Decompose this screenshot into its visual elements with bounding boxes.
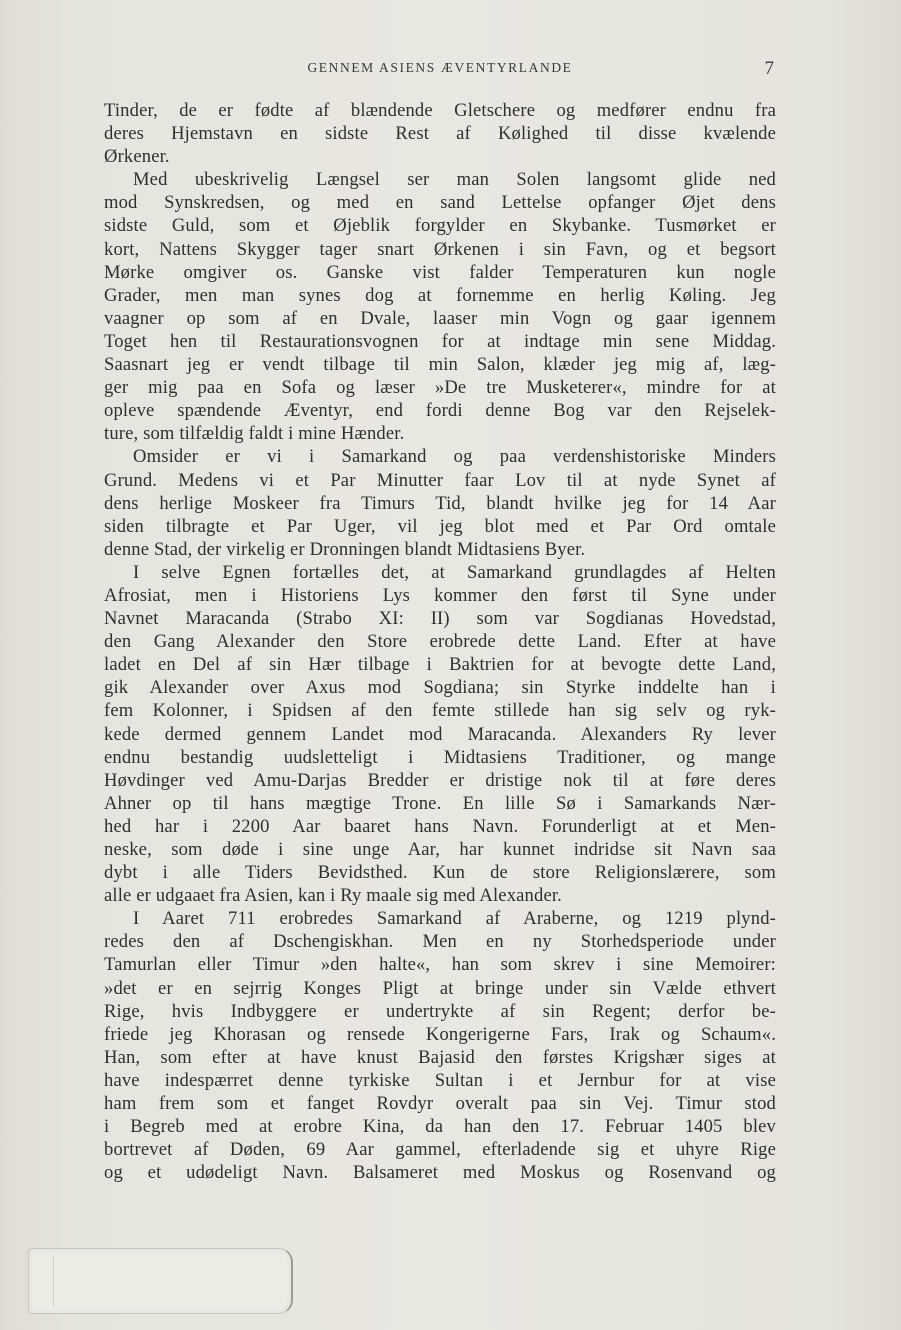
text-line: sidste Guld, som et Øjeblik forgylder en Skybanke. Tusmørket er (104, 215, 776, 237)
text-line: ladet en Del af sin Hær tilbage i Baktrien for at bevogte dette Land, (104, 654, 776, 676)
page-number: 7 (764, 58, 774, 79)
text-line: Saasnart jeg er vendt tilbage til min Salon, klæder jeg mig af, læg- (104, 354, 776, 376)
text-line: Grader, men man synes dog at fornemme en herlig Køling. Jeg (104, 284, 776, 306)
text-line: gik Alexander over Axus mod Sogdiana; sin Styrke inddelte han i (104, 677, 776, 699)
text-line: have indespærret denne tyrkiske Sultan i et Jernbur for at vise (104, 1069, 776, 1091)
text-line: Ahner op til hans mægtige Trone. En lille Sø i Samarkands Nær- (104, 792, 776, 814)
text-line: hed har i 2200 Aar baaret hans Navn. Forunderligt at et Men- (104, 815, 776, 837)
text-line: Toget hen til Restaurationsvognen for at indtage min sene Middag. (104, 330, 776, 352)
text-line: neske, som døde i sine unge Aar, har kunnet indridse sit Navn saa (104, 839, 776, 860)
text-line: Rige, hvis Indbyggere er undertrykte af sin Regent; derfor be- (104, 1000, 776, 1022)
text-line: dens herlige Moskeer fra Timurs Tid, blandt hvilke jeg for 14 Aar (104, 492, 776, 514)
page-header (104, 58, 776, 82)
text-line: Tamurlan eller Timur »den halte«, han som skrev i sine Memoirer: (104, 954, 776, 976)
text-line: Grund. Medens vi et Par Minutter faar Lov til at nyde Synet af (104, 469, 776, 491)
text-line: fem Kolonner, i Spidsen af den femte stillede han sig selv og ryk- (104, 700, 776, 722)
text-line: ture, som tilfældig faldt i mine Hænder. (104, 423, 405, 445)
text-line: ger mig paa en Sofa og læser »De tre Musketerer«, mindre for at (104, 377, 776, 399)
text-line: kede dermed gennem Landet mod Maracanda. Alexanders Ry lever (104, 723, 776, 745)
text-line: siden tilbragte et Par Uger, vil jeg blot med et Par Ord omtale (104, 515, 776, 537)
text-line: I Aaret 711 erobredes Samarkand af Araberne, og 1219 plynd- (133, 908, 776, 930)
text-line: Høvdinger ved Amu-Darjas Bredder er dristige nok til at føre deres (104, 769, 776, 791)
text-line: Omsider er vi i Samarkand og paa verdenshistoriske Minders (133, 446, 776, 468)
text-line: Tinder, de er fødte af blændende Gletschere og medfører endnu fra (104, 100, 776, 121)
text-line: kort, Nattens Skygger tager snart Ørkenen i sin Favn, og et begsort (104, 238, 776, 260)
text-line: redes den af Dschengiskhan. Men en ny Storhedsperiode under (104, 931, 776, 953)
text-line: mod Synskredsen, og med en sand Lettelse opfanger Øjet dens (104, 192, 776, 214)
text-line: denne Stad, der virkelig er Dronningen blandt Midtasiens Byer. (104, 538, 586, 560)
text-line: vaagner op som af en Dvale, laaser min Vogn og gaar igennem (104, 307, 776, 329)
text-line: I selve Egnen fortælles det, at Samarkand grundlagdes af Helten (133, 561, 776, 583)
text-line: Mørke omgiver os. Ganske vist falder Temperaturen kun nogle (104, 261, 776, 283)
text-line: friede jeg Khorasan og rensede Kongerigerne Fars, Irak og Schaum«. (104, 1023, 776, 1045)
text-line: endnu bestandig uudsletteligt i Midtasiens Traditioner, og mange (104, 746, 776, 768)
text-line: Ørkener. (104, 146, 170, 168)
running-title: GENNEM ASIENS ÆVENTYRLANDE (307, 60, 573, 75)
text-line: og et udødeligt Navn. Balsameret med Moskus og Rosenvand og (104, 1162, 776, 1184)
text-line: i Begreb med at erobre Kina, da han den 17. Februar 1405 blev (104, 1116, 776, 1138)
text-line: dybt i alle Tiders Bevidsthed. Kun de store Religionslærere, som (104, 862, 776, 884)
text-line: Navnet Maracanda (Strabo XI: II) som var Sogdianas Hovedstad, (104, 608, 776, 630)
body-text (104, 99, 776, 1184)
library-label (28, 1248, 293, 1314)
text-line: bortrevet af Døden, 69 Aar gammel, efterladende sig et uhyre Rige (104, 1139, 776, 1161)
text-line: »det er en sejrrig Konges Pligt at bringe under sin Vælde ethvert (104, 977, 776, 999)
label-fold (53, 1255, 58, 1307)
text-line: Han, som efter at have knust Bajasid den førstes Krigshær siges at (104, 1046, 776, 1068)
text-line: deres Hjemstavn en sidste Rest af Kølighed til disse kvælende (104, 123, 776, 145)
text-line: den Gang Alexander den Store erobrede dette Land. Efter at have (104, 631, 776, 653)
text-line: ham frem som et fanget Rovdyr overalt paa sin Vej. Timur stod (104, 1093, 776, 1115)
text-line: alle er udgaaet fra Asien, kan i Ry maale sig med Alexander. (104, 885, 562, 907)
text-line: Med ubeskrivelig Længsel ser man Solen langsomt glide ned (133, 169, 776, 191)
text-line: Afrosiat, men i Historiens Lys kommer den først til Syne under (104, 584, 776, 606)
text-line: opleve spændende Æventyr, end fordi denne Bog var den Rejselek- (104, 400, 776, 422)
